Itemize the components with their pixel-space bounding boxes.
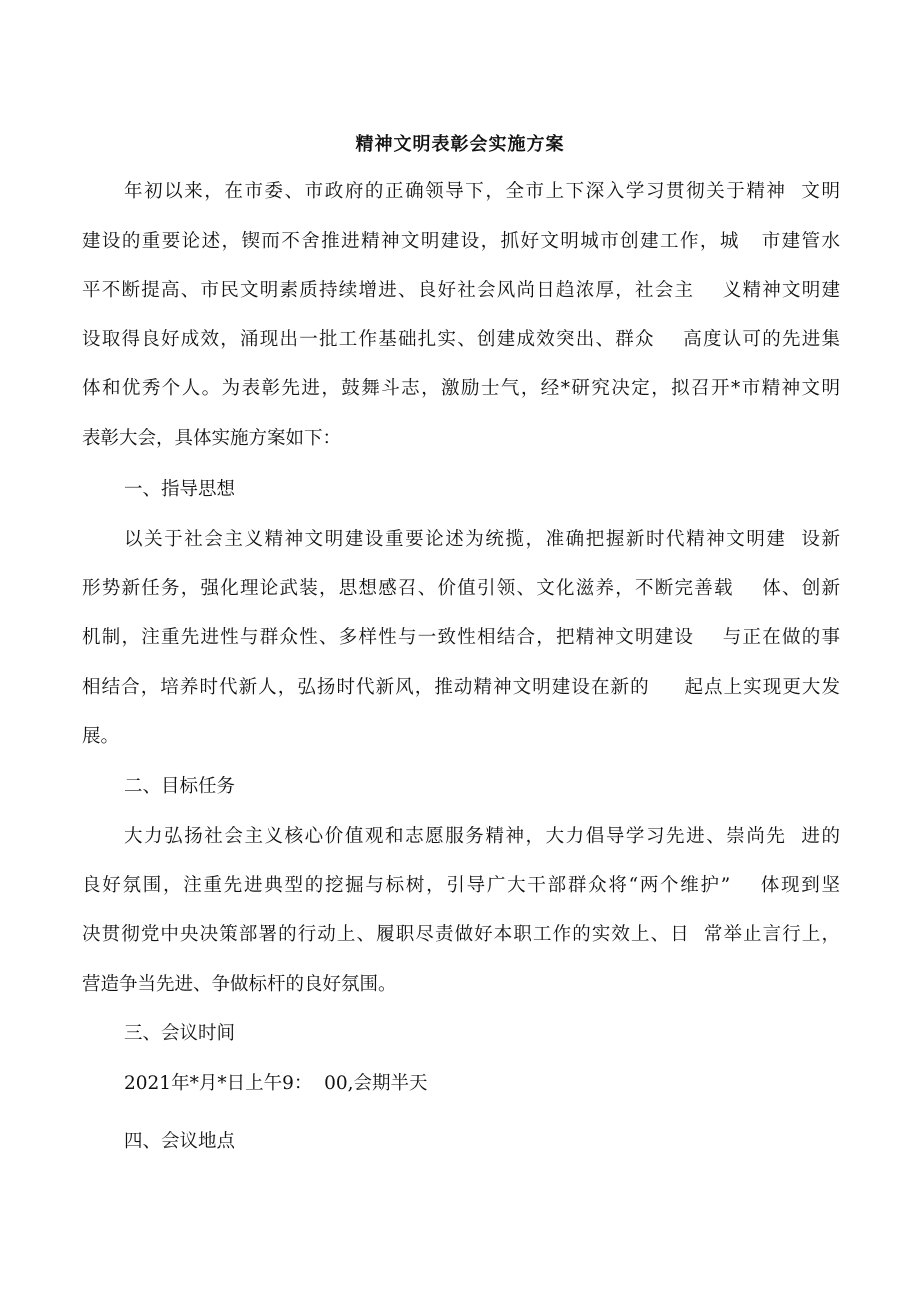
paragraph-line: 体和优秀个人。为表彰先进，鼓舞斗志，激励士气，经*研究决定，拟召开*市精神文明 bbox=[82, 378, 840, 399]
paragraph-line: 营造争当先进、争做标杆的良好氛围。 bbox=[82, 974, 397, 995]
paragraph-line: 建设的重要论述，锲而不舍推进精神文明建设，抓好文明城市创建工作，城 市建管水 bbox=[82, 231, 840, 252]
paragraph-line: 表彰大会，具体实施方案如下： bbox=[82, 428, 342, 449]
section-heading: 三、会议时间 bbox=[124, 1023, 236, 1044]
paragraph-line: 展。 bbox=[82, 726, 120, 747]
section-heading: 四、会议地点 bbox=[124, 1131, 236, 1152]
paragraph-line: 机制，注重先进性与群众性、多样性与一致性相结合，把精神文明建设 与正在做的事 bbox=[82, 627, 840, 648]
paragraph-line: 形势新任务，强化理论武装，思想感召、价值引领、文化滋养，不断完善载 体、创新 bbox=[82, 578, 840, 599]
meeting-time-line: 2021年*月*日上午9： 00,会期半天 bbox=[124, 1073, 428, 1094]
paragraph-line: 平不断提高、市民文明素质持续增进、良好社会风尚日趋浓厚，社会主 义精神文明建 bbox=[82, 280, 840, 301]
paragraph-line: 大力弘扬社会主义核心价值观和志愿服务精神，大力倡导学习先进、崇尚先 进的 bbox=[124, 826, 840, 847]
document-title: 精神文明表彰会实施方案 bbox=[355, 134, 565, 155]
section-heading: 二、目标任务 bbox=[124, 776, 236, 797]
section-heading: 一、指导思想 bbox=[124, 479, 236, 500]
paragraph-line: 年初以来，在市委、市政府的正确领导下，全市上下深入学习贯彻关于精神 文明 bbox=[124, 181, 840, 202]
paragraph-line: 良好氛围，注重先进典型的挖掘与标树，引导广大干部群众将“两个维护” 体现到坚 bbox=[82, 875, 840, 896]
paragraph-line: 决贯彻党中央决策部署的行动上、履职尽责做好本职工作的实效上、日 常举止言行上， bbox=[82, 924, 840, 945]
paragraph-line: 相结合，培养时代新人，弘扬时代新风，推动精神文明建设在新的 起点上实现更大发 bbox=[82, 677, 840, 698]
paragraph-line: 以关于社会主义精神文明建设重要论述为统揽，准确把握新时代精神文明建 设新 bbox=[124, 529, 840, 550]
paragraph-line: 设取得良好成效，涌现出一批工作基础扎实、创建成效突出、群众 高度认可的先进集 bbox=[82, 329, 840, 350]
